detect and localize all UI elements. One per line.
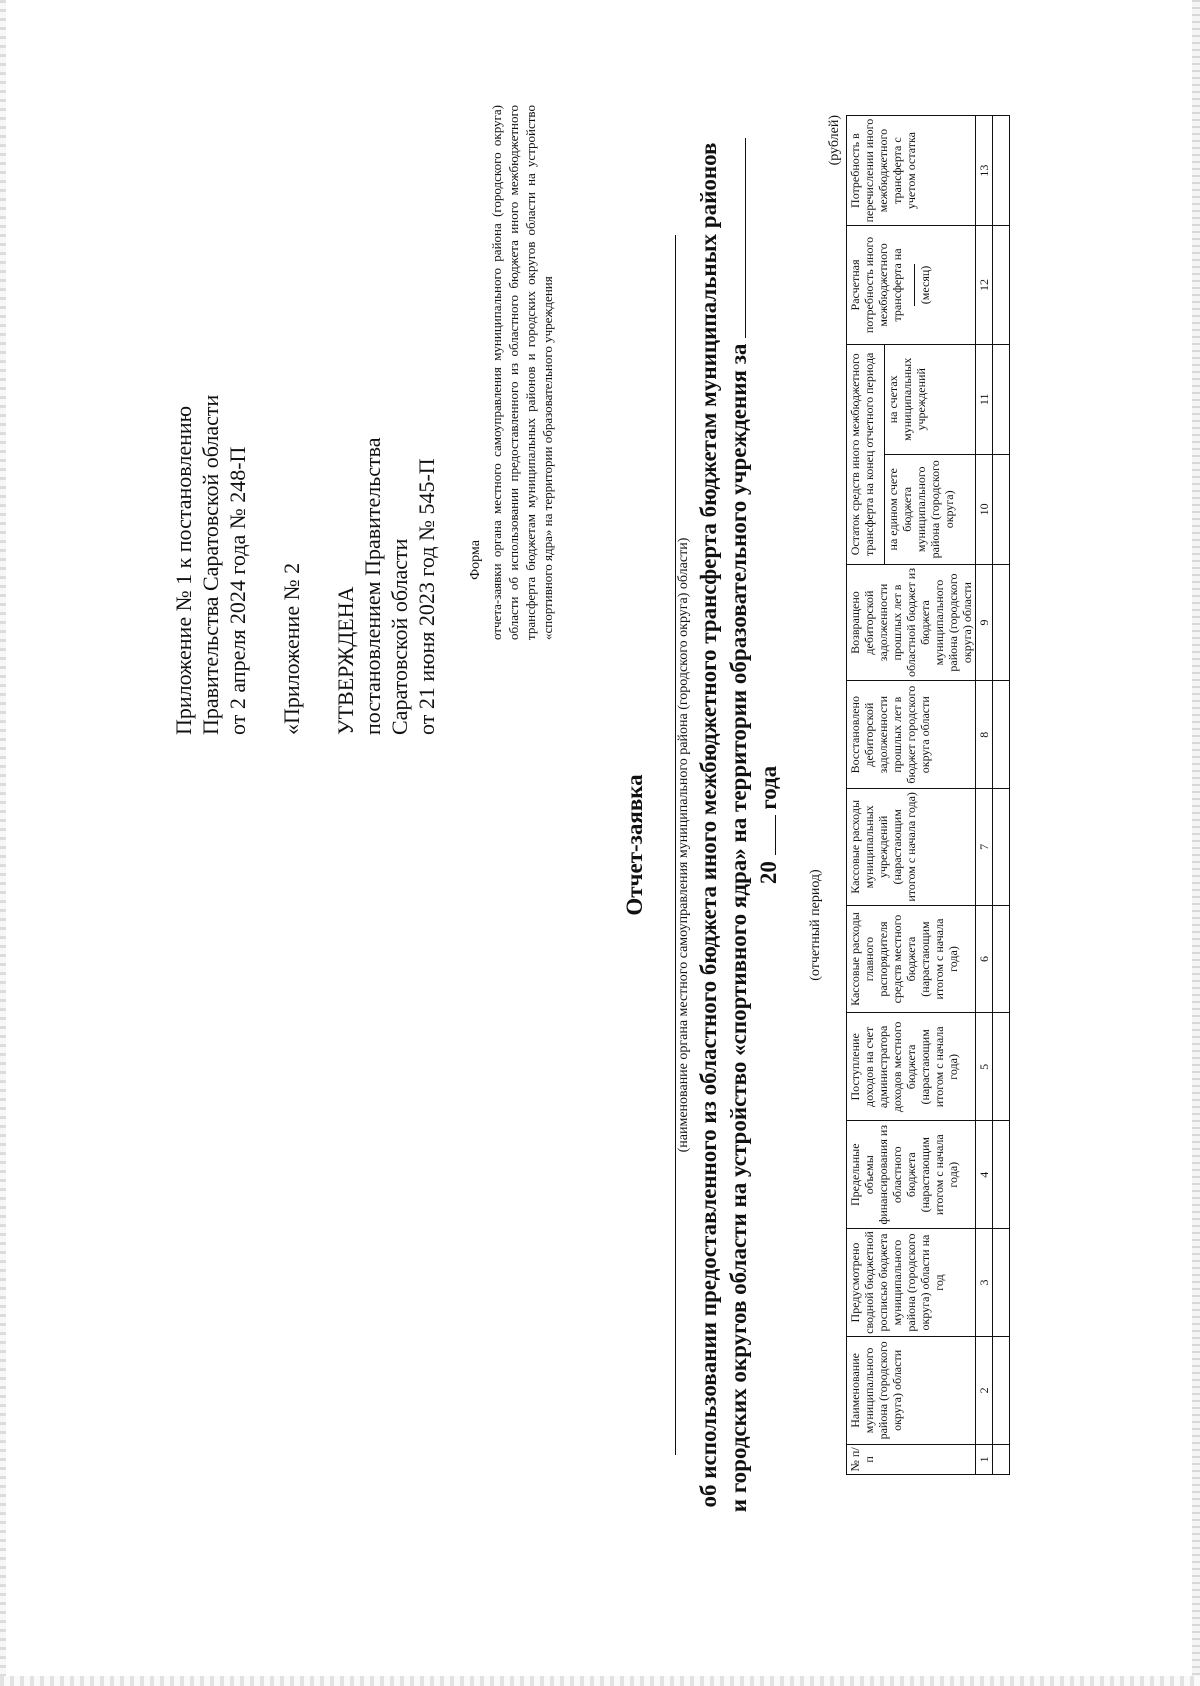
empty-cell — [993, 1444, 1010, 1474]
period-caption: (отчетный период) — [808, 869, 823, 981]
empty-cell — [993, 681, 1010, 789]
header-cell-1: № п/п — [847, 1444, 976, 1474]
document-title: Отчет-заявка — [622, 774, 647, 916]
approval-line: от 2 апреля 2024 года № 248-П — [225, 446, 250, 735]
empty-cell — [993, 789, 1010, 905]
column-number: 9 — [976, 564, 993, 680]
empty-cell — [993, 454, 1010, 564]
column-number: 5 — [976, 1013, 993, 1121]
header-cell-8: Восстановлено дебиторской задолженности прошлых лет в бюджет городского округа области — [847, 681, 976, 789]
form-label: Форма — [468, 540, 483, 580]
header-cell-2: Наименование муниципального района (городского округа) области — [847, 1336, 976, 1444]
scan-edge-right — [1192, 0, 1200, 1686]
empty-cell — [993, 344, 1010, 454]
column-number: 2 — [976, 1336, 993, 1444]
scan-edge-left — [0, 0, 6, 1686]
empty-cell — [993, 1121, 1010, 1229]
header-cell-12 — [847, 226, 976, 345]
column-number: 12 — [976, 226, 993, 345]
header-cell-10-11-group: Остаток средств иного межбюджетного трансферта на конец отчетного периода — [847, 344, 885, 564]
empty-cell — [993, 1336, 1010, 1444]
header-cell-9: Возвращено дебиторской задолженности прошлых лет в областной бюджет из бюджета муниципального района (городского округа) области — [847, 564, 976, 680]
header-cell-11: на счетах муниципальных учреждений — [885, 344, 976, 454]
column-number: 1 — [976, 1444, 993, 1474]
scan-edge-bottom — [0, 1676, 1200, 1686]
approval-line: УТВЕРЖДЕНА — [333, 586, 358, 735]
column-number: 7 — [976, 789, 993, 905]
heading-text: об использовании предоставленного из областного бюджета иного межбюджетного трансферта бюджетам муниципальных районов и городских округов области на устройство «спортивного ядра» на территории образовательного учреждения за — [696, 142, 751, 1513]
year-blank — [755, 815, 776, 855]
header-cell-10: на едином счете бюджета муниципального района (городского округа) — [885, 454, 976, 564]
column-number: 6 — [976, 905, 993, 1013]
approval-line: Приложение № 1 к постановлению — [171, 405, 196, 735]
month-blank — [904, 264, 915, 306]
header-cell-12-main: Расчетная потребность иного межбюджетного трансферта на — [848, 236, 904, 334]
header-cell-13: Потребность в перечислении иного межбюджетного трансферта с учетом остатка — [847, 116, 976, 226]
rotated-page — [70, 95, 1070, 1595]
column-number: 11 — [976, 344, 993, 454]
empty-cell — [993, 905, 1010, 1013]
empty-cell — [993, 226, 1010, 345]
empty-row — [993, 116, 1010, 1475]
column-number: 10 — [976, 454, 993, 564]
report-table — [846, 115, 1010, 1475]
approval-line: «Приложение № 2 — [279, 562, 304, 735]
column-number: 13 — [976, 116, 993, 226]
report-heading — [694, 135, 784, 1515]
column-number: 8 — [976, 681, 993, 789]
header-cell-7: Кассовые расходы муниципальных учреждений (нарастающим итогом с начала года) — [847, 789, 976, 905]
org-name-caption: (наименование органа местного самоуправления муниципального района (городского округа) области) — [676, 537, 691, 1153]
header-cell-4: Предельные объемы финансирования из областного бюджета (нарастающим итогом с начала года) — [847, 1121, 976, 1229]
empty-cell — [993, 564, 1010, 680]
approval-line: Саратовской области — [387, 538, 412, 735]
heading-year-suffix: года — [756, 765, 781, 810]
heading-year-prefix: 20 — [756, 861, 781, 885]
empty-cell — [993, 116, 1010, 226]
approval-line: Правительства Саратовской области — [198, 394, 223, 735]
approval-block — [170, 135, 440, 735]
approval-line: постановлением Правительства — [360, 437, 385, 735]
column-number: 4 — [976, 1121, 993, 1229]
header-cell-5: Поступление доходов на счет администратора доходов местного бюджета (нарастающим итогом с начала года) — [847, 1013, 976, 1121]
header-cell-3: Предусмотрено сводной бюджетной росписью бюджета муниципального района (городского округа) области на год — [847, 1229, 976, 1337]
empty-cell — [993, 1013, 1010, 1121]
header-cell-6: Кассовые расходы главного распорядителя средств местного бюджета (нарастающим итогом с начала года) — [847, 905, 976, 1013]
header-cell-12-month: (месяц) — [918, 265, 932, 305]
column-number: 3 — [976, 1229, 993, 1337]
units-label: (рублей) — [827, 115, 842, 166]
form-description: отчета-заявки органа местного самоуправления муниципального района (городского округа) области об использовании предоставленного из областного бюджета иного межбюджетного трансферта бюджетам муниципальных районов и городских округов области на устройство «спортивного ядра» на территории образовательного учреждения — [489, 105, 555, 640]
approval-line: от 21 июня 2023 год № 545-П — [414, 458, 439, 735]
period-blank — [725, 138, 746, 338]
empty-cell — [993, 1229, 1010, 1337]
